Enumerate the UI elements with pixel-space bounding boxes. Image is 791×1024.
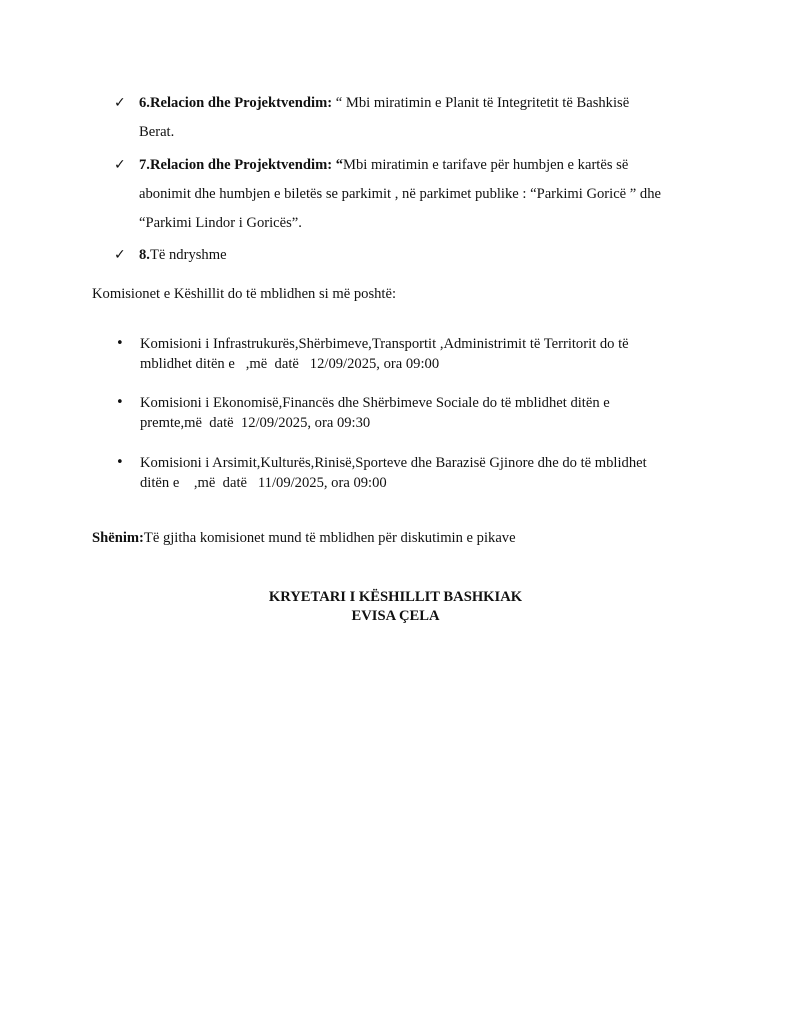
agenda-item-text: “ Mbi miratimin e Planit të Integritetit të Bashkisë bbox=[332, 95, 630, 111]
agenda-item-8 bbox=[114, 241, 714, 270]
commission-item bbox=[116, 453, 676, 493]
agenda-item-6 bbox=[114, 89, 714, 147]
checkmark-icon: ✓ bbox=[114, 157, 126, 173]
note-text: Të gjitha komisionet mund të mblidhen për diskutimin e pikave bbox=[143, 530, 516, 546]
checkmark-icon: ✓ bbox=[114, 95, 126, 111]
commission-item bbox=[116, 393, 676, 433]
commissions-intro: Komisionet e Këshillit do të mblidhen si më poshtë: bbox=[92, 286, 397, 302]
agenda-item-title: 6.Relacion dhe Projektvendim: bbox=[139, 95, 333, 111]
note-label: Shënim: bbox=[92, 530, 144, 546]
commission-schedule: mblidhet ditën e ,më datë 12/09/2025, ora 09:00 bbox=[140, 356, 440, 372]
agenda-item-text: Mbi miratimin e tarifave për humbjen e kartës së bbox=[343, 157, 629, 173]
checkmark-icon: ✓ bbox=[114, 247, 126, 263]
bullet-icon: • bbox=[116, 336, 124, 351]
commission-line: Komisioni i Infrastrukurës,Shërbimeve,Transportit ,Administrimit të Territorit do të bbox=[140, 336, 629, 352]
agenda-item-text-cont: Berat. bbox=[139, 124, 175, 140]
signature-title: KRYETARI I KËSHILLIT BASHKIAK bbox=[268, 589, 523, 605]
bullet-icon: • bbox=[116, 455, 124, 470]
agenda-item-text-cont: abonimit dhe humbjen e biletës se parkimit , në parkimet publike : “Parkimi Goricë ” dhe bbox=[139, 186, 661, 202]
agenda-item-7 bbox=[114, 151, 714, 238]
commission-line: Komisioni i Ekonomisë,Financës dhe Shërbimeve Sociale do të mblidhet ditën e bbox=[140, 395, 610, 411]
signature-name: EVISA ÇELA bbox=[351, 608, 440, 624]
commission-schedule: ditën e ,më datë 11/09/2025, ora 09:00 bbox=[140, 475, 387, 491]
bullet-icon: • bbox=[116, 395, 124, 410]
note bbox=[92, 530, 516, 547]
commission-item bbox=[116, 334, 676, 374]
agenda-item-text: Të ndryshme bbox=[149, 247, 227, 263]
agenda-item-text-cont2: “Parkimi Lindor i Goricës”. bbox=[139, 215, 302, 231]
agenda-item-title: 8. bbox=[139, 247, 150, 263]
commission-schedule: premte,më datë 12/09/2025, ora 09:30 bbox=[140, 415, 371, 431]
commission-line: Komisioni i Arsimit,Kulturës,Rinisë,Sporteve dhe Barazisë Gjinore dhe do të mblidhet bbox=[140, 455, 647, 471]
agenda-item-title: 7.Relacion dhe Projektvendim: “ bbox=[139, 157, 344, 173]
